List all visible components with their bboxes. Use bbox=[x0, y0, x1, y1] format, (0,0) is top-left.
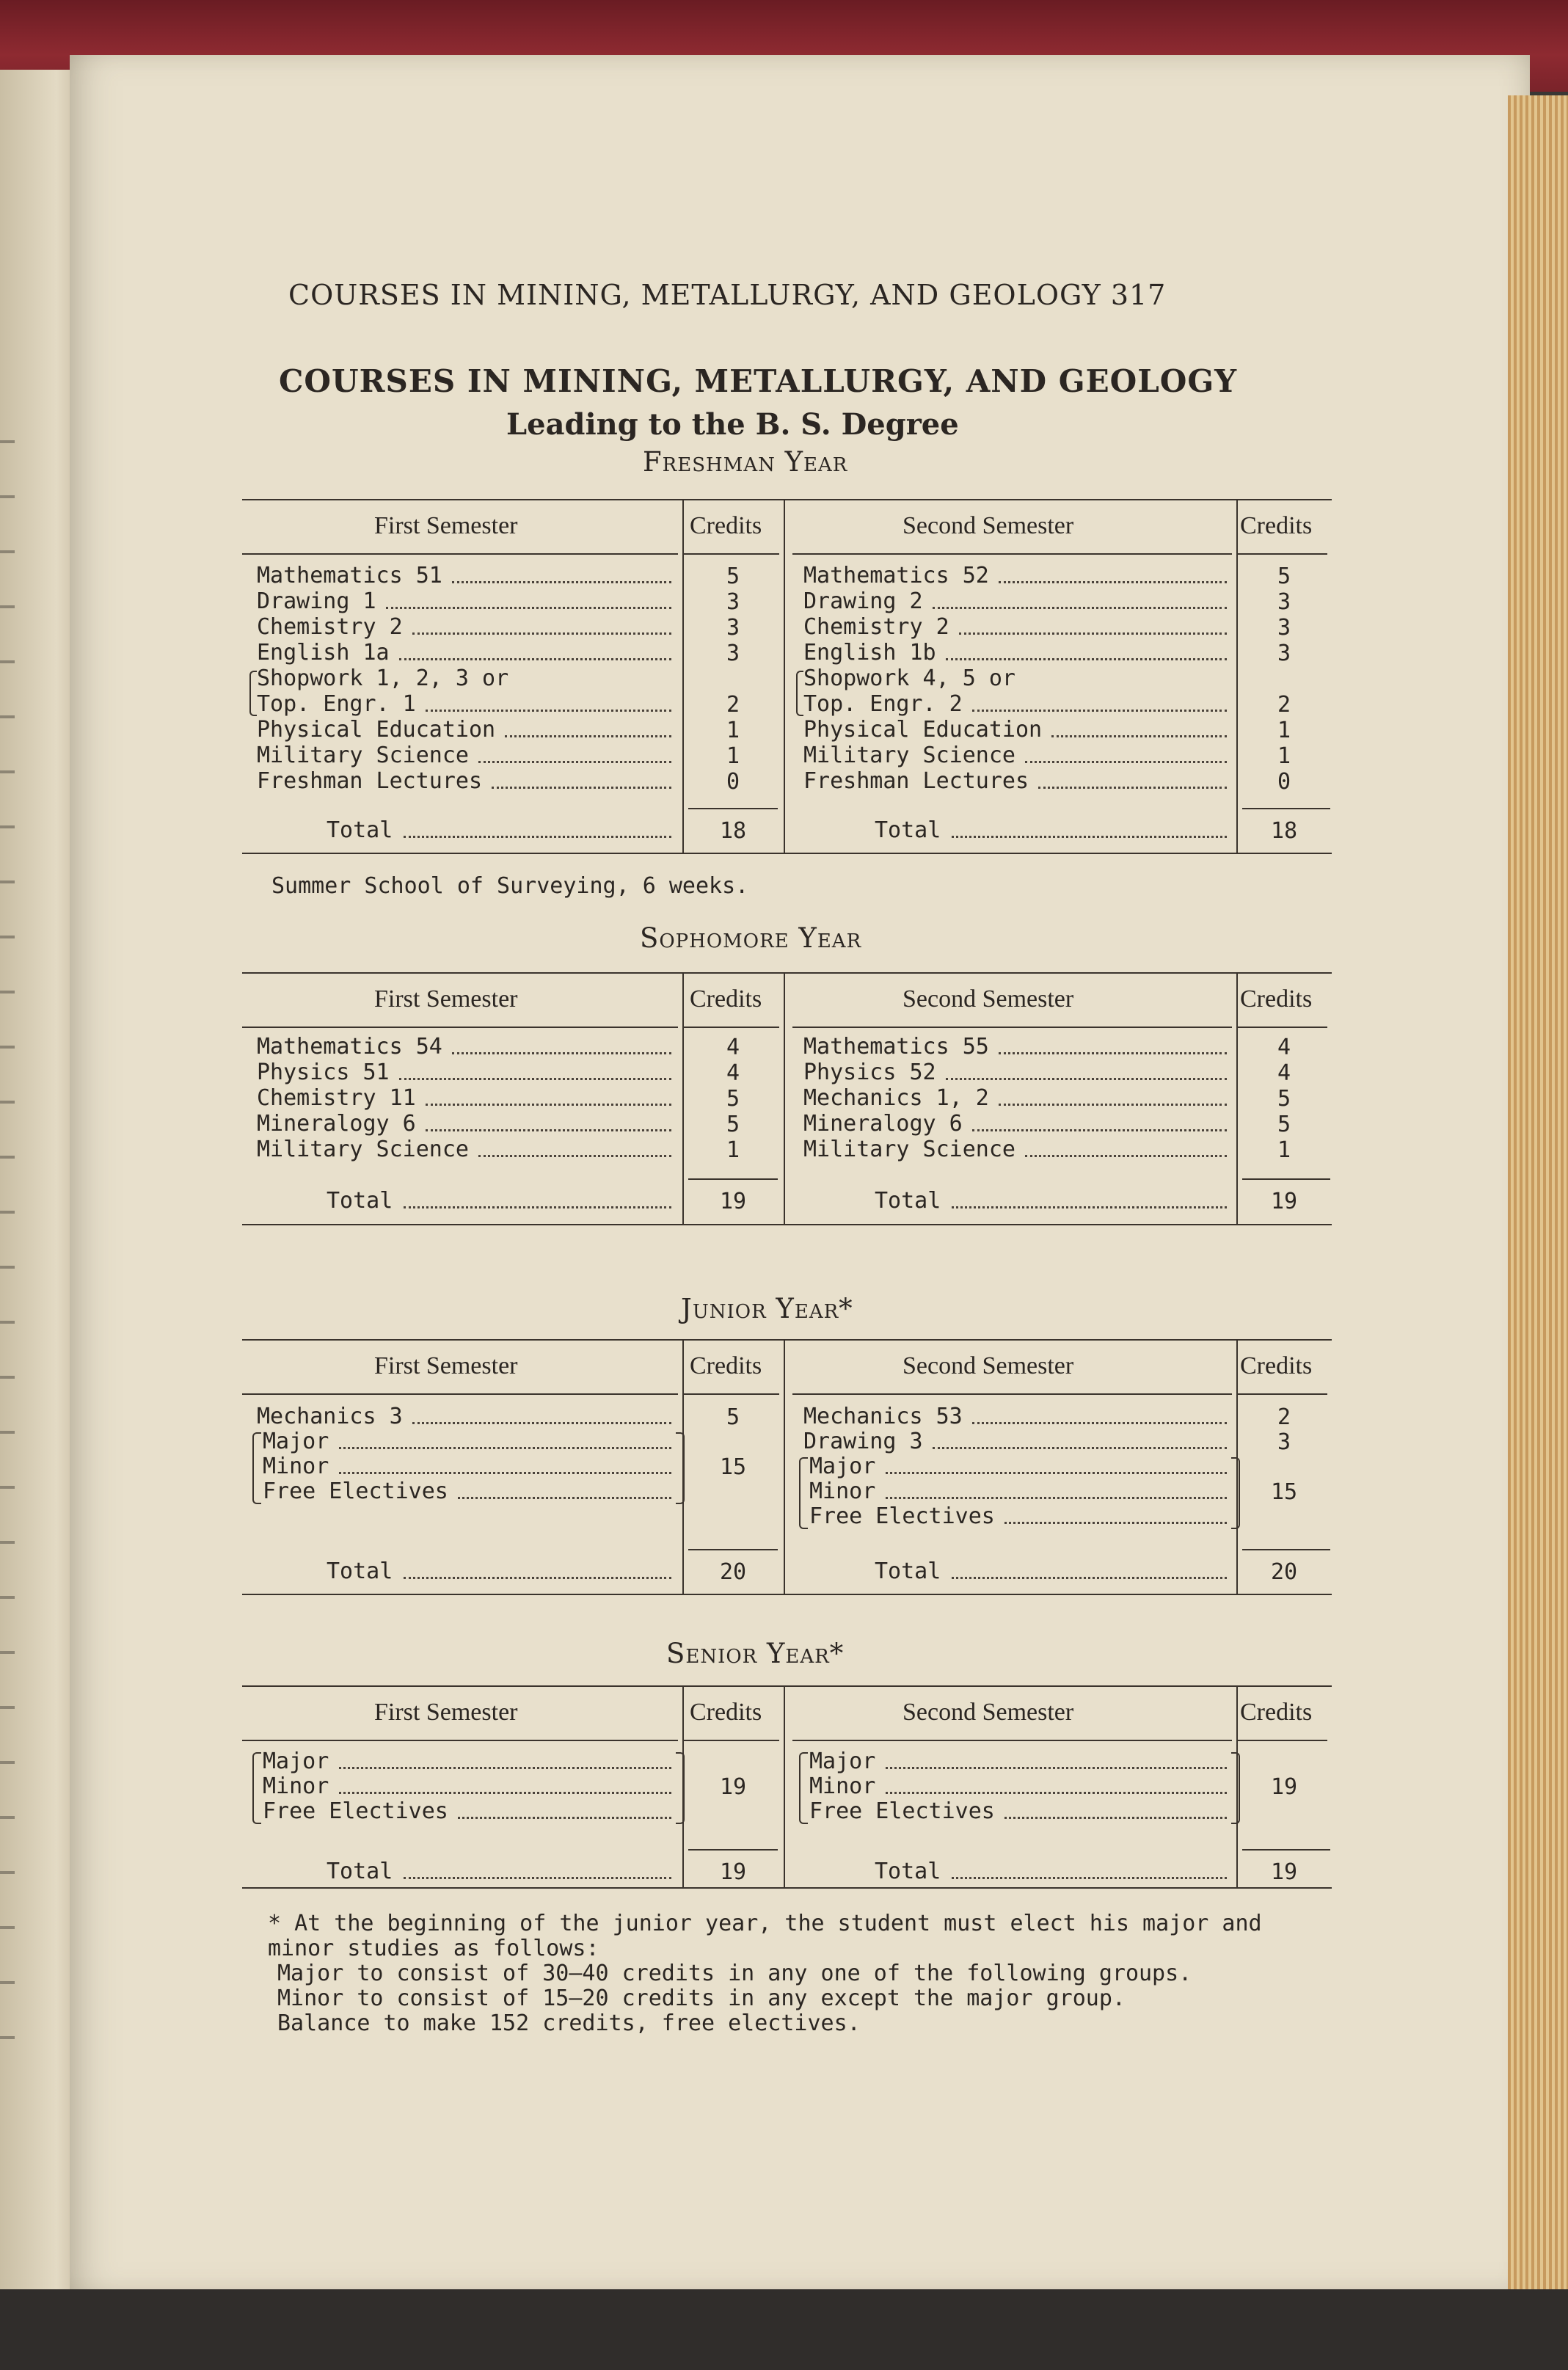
senior-header-first-semester: First Semester bbox=[374, 1699, 518, 1726]
second-course-2: Major bbox=[809, 1454, 876, 1479]
junior-header-rule-0 bbox=[242, 1393, 678, 1395]
text-fragment bbox=[0, 1266, 15, 1269]
first-course-1: Drawing 1 bbox=[257, 588, 376, 614]
first-right-brace bbox=[676, 1432, 685, 1504]
second-course-3: Minor bbox=[809, 1478, 876, 1504]
second-credit-0: 5 bbox=[1277, 564, 1291, 589]
first-course-0: Mechanics 3 bbox=[257, 1404, 403, 1429]
text-fragment bbox=[0, 1761, 15, 1764]
second-course-2: Chemistry 2 bbox=[803, 614, 949, 640]
freshman-header-rule-1 bbox=[682, 553, 779, 555]
second-course-1: Drawing 2 bbox=[803, 588, 923, 614]
second-credit-5: 2 bbox=[1277, 692, 1291, 718]
senior-top-rule bbox=[242, 1685, 1332, 1687]
senior-header-credits-2: Credits bbox=[1240, 1699, 1313, 1726]
first-credit-1: 3 bbox=[726, 589, 740, 615]
senior-header-rule-0 bbox=[242, 1740, 678, 1741]
freshman-total-dots-first bbox=[404, 836, 671, 838]
first-credit-2: 3 bbox=[726, 615, 740, 641]
first-course-2: Minor bbox=[263, 1454, 329, 1479]
freshman-total-dots-second bbox=[952, 836, 1227, 838]
freshman-total-second: 18 bbox=[1270, 818, 1298, 844]
junior-total-dots-first bbox=[404, 1577, 671, 1579]
first-credit-3: 5 bbox=[726, 1112, 740, 1137]
second-credit-3: 15 bbox=[1270, 1479, 1298, 1505]
first-course-8: Freshman Lectures bbox=[257, 768, 483, 794]
freshman-total-label-second: Total bbox=[875, 817, 941, 843]
senior-header-second-semester: Second Semester bbox=[902, 1699, 1074, 1726]
text-fragment bbox=[0, 1376, 15, 1379]
junior-subtotal-rule-1 bbox=[688, 1549, 778, 1550]
junior-total-second: 20 bbox=[1270, 1559, 1298, 1585]
senior-total-label-first: Total bbox=[327, 1859, 393, 1884]
second-credit-0: 4 bbox=[1277, 1035, 1291, 1060]
text-fragment bbox=[0, 715, 15, 718]
second-leader-dots-2 bbox=[886, 1472, 1227, 1474]
junior-header-first-semester: First Semester bbox=[374, 1352, 518, 1379]
text-fragment bbox=[0, 495, 15, 498]
second-course-4: Free Electives bbox=[809, 1503, 995, 1529]
sophomore-header-rule-2 bbox=[792, 1027, 1232, 1028]
text-fragment bbox=[0, 770, 15, 773]
senior-header-rule-1 bbox=[682, 1740, 779, 1741]
freshman-header-first-semester: First Semester bbox=[374, 512, 518, 539]
second-credit-0: 2 bbox=[1277, 1404, 1291, 1430]
second-left-brace bbox=[799, 1457, 808, 1529]
second-leader-dots-0 bbox=[999, 581, 1227, 583]
second-leader-dots-1 bbox=[886, 1792, 1227, 1794]
first-credit-8: 0 bbox=[726, 769, 740, 795]
senior-total-label-second: Total bbox=[875, 1859, 941, 1884]
footnote-line-5: Balance to make 152 credits, free electives. bbox=[277, 2010, 861, 2036]
sophomore-total-first: 19 bbox=[719, 1189, 747, 1214]
footnote-line-2: minor studies as follows: bbox=[268, 1936, 599, 1961]
freshman-header-rule-2 bbox=[792, 553, 1232, 555]
text-fragment bbox=[0, 936, 15, 938]
first-credit-0: 4 bbox=[726, 1035, 740, 1060]
text-fragment bbox=[0, 1486, 15, 1489]
freshman-subtotal-rule-1 bbox=[688, 808, 778, 809]
second-course-6: Physical Education bbox=[803, 717, 1043, 743]
second-course-5: Top. Engr. 2 bbox=[803, 691, 963, 717]
freshman-top-rule bbox=[242, 499, 1332, 500]
first-course-4: Military Science bbox=[257, 1137, 469, 1162]
second-course-0: Major bbox=[809, 1749, 876, 1774]
text-fragment bbox=[0, 1871, 15, 1874]
senior-total-dots-first bbox=[404, 1877, 671, 1879]
first-leader-dots-1 bbox=[339, 1447, 671, 1449]
second-course-4: Shopwork 4, 5 or bbox=[803, 666, 1015, 691]
sophomore-header-rule-1 bbox=[682, 1027, 779, 1028]
second-leader-dots-4 bbox=[1025, 1155, 1227, 1157]
first-leader-dots-2 bbox=[412, 632, 671, 635]
second-credit-1: 19 bbox=[1270, 1774, 1298, 1800]
second-leader-dots-1 bbox=[933, 1447, 1227, 1449]
second-course-4: Military Science bbox=[803, 1137, 1015, 1162]
first-course-0: Major bbox=[263, 1749, 329, 1774]
first-leader-dots-2 bbox=[426, 1104, 671, 1106]
second-leader-dots-1 bbox=[946, 1078, 1227, 1080]
junior-total-dots-second bbox=[952, 1577, 1227, 1579]
text-fragment bbox=[0, 2036, 15, 2039]
second-course-1: Minor bbox=[809, 1773, 876, 1799]
first-leader-dots-6 bbox=[505, 735, 671, 737]
first-leader-dots-1 bbox=[386, 607, 671, 609]
second-credit-3: 5 bbox=[1277, 1112, 1291, 1137]
first-course-5: Top. Engr. 1 bbox=[257, 691, 416, 717]
sophomore-top-rule bbox=[242, 972, 1332, 974]
second-leader-dots-8 bbox=[1038, 787, 1227, 789]
text-fragment bbox=[0, 880, 15, 883]
second-course-0: Mathematics 52 bbox=[803, 563, 989, 588]
second-left-brace bbox=[799, 1752, 808, 1824]
first-credit-0: 5 bbox=[726, 564, 740, 589]
text-fragment bbox=[0, 440, 15, 443]
senior-subtotal-rule-2 bbox=[1242, 1849, 1330, 1851]
sophomore-header-credits-1: Credits bbox=[690, 985, 762, 1013]
second-credit-6: 1 bbox=[1277, 718, 1291, 743]
freshman-column-rule-0 bbox=[682, 499, 684, 853]
text-fragment bbox=[0, 1926, 15, 1929]
second-credit-1: 3 bbox=[1277, 1429, 1291, 1455]
senior-column-rule-1 bbox=[784, 1685, 785, 1887]
sophomore-header-first-semester: First Semester bbox=[374, 985, 518, 1013]
text-fragment bbox=[0, 1651, 15, 1654]
second-credit-7: 1 bbox=[1277, 743, 1291, 769]
second-leader-dots-2 bbox=[1004, 1817, 1227, 1819]
first-course-3: English 1a bbox=[257, 640, 390, 666]
text-fragment bbox=[0, 605, 15, 608]
second-right-brace bbox=[1231, 1752, 1240, 1824]
first-leader-dots-0 bbox=[452, 1052, 671, 1054]
first-course-3: Mineralogy 6 bbox=[257, 1111, 416, 1137]
left-page-text-fragments bbox=[0, 440, 18, 2128]
junior-total-label-second: Total bbox=[875, 1558, 941, 1584]
sophomore-header-credits-2: Credits bbox=[1240, 985, 1313, 1013]
page-title: COURSES IN MINING, METALLURGY, AND GEOLOGY bbox=[279, 363, 1238, 399]
second-credit-1: 4 bbox=[1277, 1060, 1291, 1086]
first-course-0: Mathematics 54 bbox=[257, 1034, 442, 1060]
second-leader-dots-7 bbox=[1025, 761, 1227, 763]
first-shopwork-brace bbox=[249, 671, 257, 716]
second-leader-dots-2 bbox=[959, 632, 1227, 635]
freshman-total-first: 18 bbox=[719, 818, 747, 844]
first-credit-7: 1 bbox=[726, 743, 740, 769]
sophomore-subtotal-rule-1 bbox=[688, 1178, 778, 1180]
junior-header-credits-1: Credits bbox=[690, 1352, 762, 1379]
first-course-2: Chemistry 11 bbox=[257, 1085, 416, 1111]
senior-subtotal-rule-1 bbox=[688, 1849, 778, 1851]
first-course-1: Minor bbox=[263, 1773, 329, 1799]
first-leader-dots-1 bbox=[339, 1792, 671, 1794]
text-fragment bbox=[0, 1541, 15, 1544]
sophomore-header-rule-3 bbox=[1236, 1027, 1327, 1028]
junior-header-second-semester: Second Semester bbox=[902, 1352, 1074, 1379]
sophomore-header-second-semester: Second Semester bbox=[902, 985, 1074, 1013]
second-course-0: Mathematics 55 bbox=[803, 1034, 989, 1060]
junior-column-rule-1 bbox=[784, 1339, 785, 1594]
junior-header-credits-2: Credits bbox=[1240, 1352, 1313, 1379]
junior-total-first: 20 bbox=[719, 1559, 747, 1585]
sophomore-column-rule-0 bbox=[682, 972, 684, 1224]
second-leader-dots-5 bbox=[972, 710, 1227, 712]
text-fragment bbox=[0, 1211, 15, 1214]
sophomore-header-rule-0 bbox=[242, 1027, 678, 1028]
second-course-2: Mechanics 1, 2 bbox=[803, 1085, 989, 1111]
second-right-brace bbox=[1231, 1457, 1240, 1529]
junior-header-rule-3 bbox=[1236, 1393, 1327, 1395]
second-course-1: Physics 52 bbox=[803, 1060, 936, 1085]
first-leader-dots-1 bbox=[399, 1078, 671, 1080]
first-credit-6: 1 bbox=[726, 718, 740, 743]
first-leader-dots-3 bbox=[426, 1129, 671, 1131]
second-leader-dots-4 bbox=[1004, 1522, 1227, 1524]
second-leader-dots-1 bbox=[933, 607, 1227, 609]
summer-school-note: Summer School of Surveying, 6 weeks. bbox=[271, 873, 749, 899]
second-credit-8: 0 bbox=[1277, 769, 1291, 795]
text-fragment bbox=[0, 1816, 15, 1819]
sophomore-subtotal-rule-2 bbox=[1242, 1178, 1330, 1180]
text-fragment bbox=[0, 660, 15, 663]
text-fragment bbox=[0, 1706, 15, 1709]
freshman-total-label-first: Total bbox=[327, 817, 393, 843]
first-credit-3: 3 bbox=[726, 641, 740, 666]
sophomore-heading: Sophomore Year bbox=[640, 922, 862, 954]
second-credit-2: 3 bbox=[1277, 615, 1291, 641]
second-course-8: Freshman Lectures bbox=[803, 768, 1029, 794]
first-leader-dots-3 bbox=[399, 658, 671, 660]
text-fragment bbox=[0, 1981, 15, 1984]
second-leader-dots-3 bbox=[886, 1497, 1227, 1499]
first-left-brace bbox=[252, 1752, 261, 1824]
first-course-1: Major bbox=[263, 1429, 329, 1454]
freshman-header-rule-0 bbox=[242, 553, 678, 555]
text-fragment bbox=[0, 1596, 15, 1599]
freshman-subtotal-rule-2 bbox=[1242, 808, 1330, 809]
second-leader-dots-0 bbox=[999, 1052, 1227, 1054]
second-shopwork-brace bbox=[796, 671, 803, 716]
senior-header-rule-2 bbox=[792, 1740, 1232, 1741]
senior-total-first: 19 bbox=[719, 1859, 747, 1885]
first-leader-dots-2 bbox=[339, 1472, 671, 1474]
senior-bottom-rule bbox=[242, 1887, 1332, 1889]
second-course-7: Military Science bbox=[803, 743, 1015, 768]
first-course-2: Free Electives bbox=[263, 1798, 448, 1824]
text-fragment bbox=[0, 1156, 15, 1159]
first-course-4: Shopwork 1, 2, 3 or bbox=[257, 666, 509, 691]
junior-subtotal-rule-2 bbox=[1242, 1549, 1330, 1550]
first-course-3: Free Electives bbox=[263, 1478, 448, 1504]
first-leader-dots-7 bbox=[478, 761, 671, 763]
sophomore-total-second: 19 bbox=[1270, 1189, 1298, 1214]
first-leader-dots-5 bbox=[426, 710, 671, 712]
text-fragment bbox=[0, 1431, 15, 1434]
running-head: COURSES IN MINING, METALLURGY, AND GEOLOGY 317 bbox=[288, 279, 1167, 311]
freshman-header-rule-3 bbox=[1236, 553, 1327, 555]
first-leader-dots-0 bbox=[412, 1422, 671, 1424]
second-leader-dots-2 bbox=[999, 1104, 1227, 1106]
junior-bottom-rule bbox=[242, 1594, 1332, 1595]
footnote-line-4: Minor to consist of 15–20 credits in any except the major group. bbox=[277, 1986, 1126, 2011]
second-credit-3: 3 bbox=[1277, 641, 1291, 666]
text-fragment bbox=[0, 550, 15, 553]
junior-header-rule-2 bbox=[792, 1393, 1232, 1395]
text-fragment bbox=[0, 825, 15, 828]
second-course-3: Mineralogy 6 bbox=[803, 1111, 963, 1137]
second-leader-dots-0 bbox=[886, 1767, 1227, 1769]
text-fragment bbox=[0, 991, 15, 993]
first-credit-1: 19 bbox=[719, 1774, 747, 1800]
first-course-1: Physics 51 bbox=[257, 1060, 390, 1085]
junior-total-label-first: Total bbox=[327, 1558, 393, 1584]
senior-total-dots-second bbox=[952, 1877, 1227, 1879]
senior-header-rule-3 bbox=[1236, 1740, 1327, 1741]
second-leader-dots-3 bbox=[946, 658, 1227, 660]
sophomore-total-dots-first bbox=[404, 1206, 671, 1208]
freshman-header-credits-1: Credits bbox=[690, 512, 762, 539]
junior-top-rule bbox=[242, 1339, 1332, 1341]
first-credit-1: 4 bbox=[726, 1060, 740, 1086]
second-course-3: English 1b bbox=[803, 640, 936, 666]
first-course-6: Physical Education bbox=[257, 717, 496, 743]
sophomore-total-dots-second bbox=[952, 1206, 1227, 1208]
sophomore-total-label-second: Total bbox=[875, 1188, 941, 1214]
first-leader-dots-2 bbox=[458, 1817, 671, 1819]
second-credit-1: 3 bbox=[1277, 589, 1291, 615]
second-leader-dots-3 bbox=[972, 1129, 1227, 1131]
first-leader-dots-8 bbox=[492, 787, 671, 789]
first-left-brace bbox=[252, 1432, 261, 1504]
second-leader-dots-6 bbox=[1051, 735, 1227, 737]
first-leader-dots-0 bbox=[339, 1767, 671, 1769]
freshman-column-rule-1 bbox=[784, 499, 785, 853]
first-leader-dots-0 bbox=[452, 581, 671, 583]
sophomore-total-label-first: Total bbox=[327, 1188, 393, 1214]
freshman-header-second-semester: Second Semester bbox=[902, 512, 1074, 539]
freshman-header-credits-2: Credits bbox=[1240, 512, 1313, 539]
first-right-brace bbox=[676, 1752, 685, 1824]
footnote-line-1: * At the beginning of the junior year, the student must elect his major and bbox=[268, 1911, 1262, 1936]
first-credit-2: 15 bbox=[719, 1454, 747, 1480]
first-credit-5: 2 bbox=[726, 692, 740, 718]
second-leader-dots-0 bbox=[972, 1422, 1227, 1424]
text-fragment bbox=[0, 1101, 15, 1104]
footnote-line-3: Major to consist of 30–40 credits in any one of the following groups. bbox=[277, 1961, 1192, 1986]
second-credit-2: 5 bbox=[1277, 1086, 1291, 1112]
text-fragment bbox=[0, 1046, 15, 1049]
junior-header-rule-1 bbox=[682, 1393, 779, 1395]
freshman-bottom-rule bbox=[242, 853, 1332, 854]
junior-heading: Junior Year* bbox=[681, 1293, 853, 1324]
senior-total-second: 19 bbox=[1270, 1859, 1298, 1885]
first-leader-dots-3 bbox=[458, 1497, 671, 1499]
first-leader-dots-4 bbox=[478, 1155, 671, 1157]
sophomore-bottom-rule bbox=[242, 1224, 1332, 1225]
freshman-column-rule-2 bbox=[1236, 499, 1238, 853]
second-credit-4: 1 bbox=[1277, 1137, 1291, 1163]
first-course-0: Mathematics 51 bbox=[257, 563, 442, 588]
second-course-0: Mechanics 53 bbox=[803, 1404, 963, 1429]
text-fragment bbox=[0, 1321, 15, 1324]
first-credit-2: 5 bbox=[726, 1086, 740, 1112]
first-credit-0: 5 bbox=[726, 1404, 740, 1430]
first-course-2: Chemistry 2 bbox=[257, 614, 403, 640]
freshman-heading: Freshman Year bbox=[643, 446, 848, 478]
page-subtitle: Leading to the B. S. Degree bbox=[506, 407, 959, 442]
senior-header-credits-1: Credits bbox=[690, 1699, 762, 1726]
first-course-7: Military Science bbox=[257, 743, 469, 768]
second-course-2: Free Electives bbox=[809, 1798, 995, 1824]
sophomore-column-rule-2 bbox=[1236, 972, 1238, 1224]
second-course-1: Drawing 3 bbox=[803, 1429, 923, 1454]
first-credit-4: 1 bbox=[726, 1137, 740, 1163]
sophomore-column-rule-1 bbox=[784, 972, 785, 1224]
senior-heading: Senior Year* bbox=[666, 1638, 845, 1669]
